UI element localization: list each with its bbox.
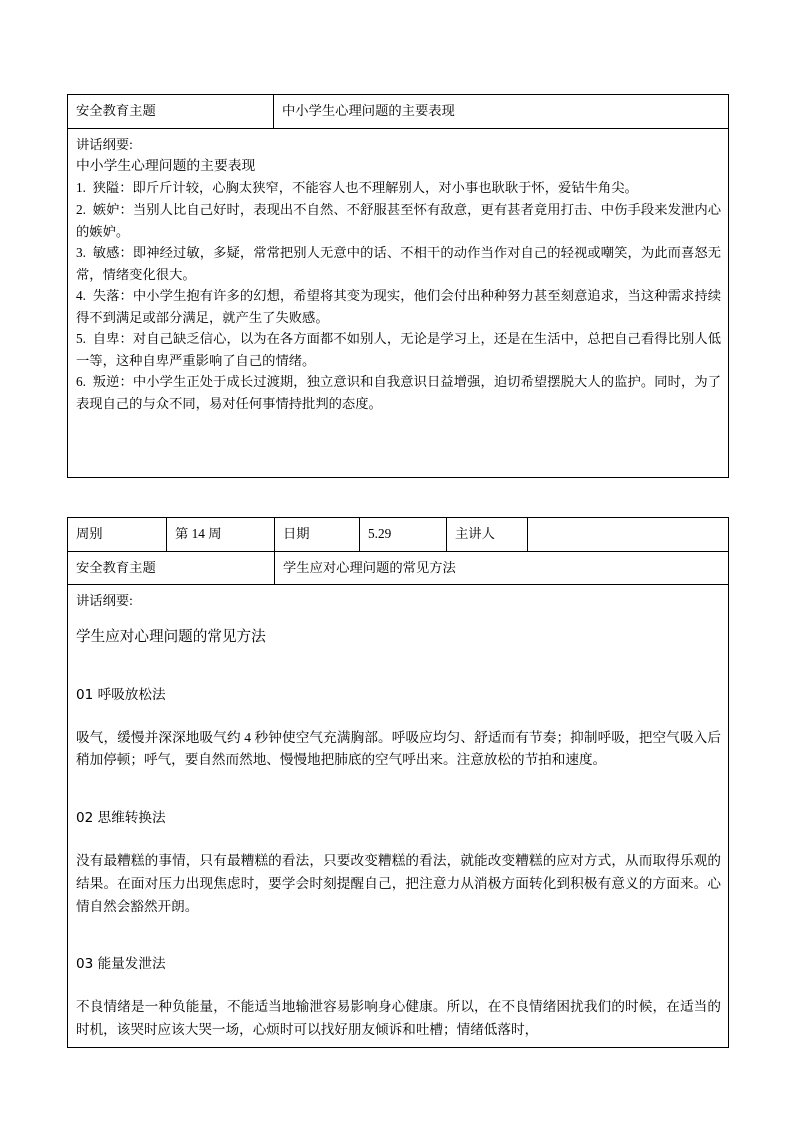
table-row: [68, 585, 729, 1048]
list-item: [76, 242, 721, 285]
list-item-text: 失落：中小学生抱有许多的幻想，希望将其变为现实，他们会付出种种努力甚至刻意追求，当这种需求持续得不到满足或部分满足，就产生了失败感。: [76, 288, 721, 325]
symptom-list: [76, 177, 721, 414]
list-item-number: 2.: [76, 202, 86, 218]
section-body-02: 没有最糟糕的事情，只有最糟糕的看法，只要改变糟糕的看法，就能改变糟糕的应对方式，从而取得乐观的结果。在面对压力出现焦虑时，要学会时刻提醒自己，把注意力从消极方面转化到积极有意义的方面来。心情自然会豁然开朗。: [76, 852, 721, 914]
list-item-number: 6.: [76, 374, 86, 390]
outline-cell-one: [68, 128, 729, 478]
topic-label-cell-two: 安全教育主题: [68, 551, 275, 585]
section-heading-03: 03 能量发泄法: [76, 956, 166, 973]
date-value-cell: 5.29: [360, 518, 447, 552]
table-row: [68, 518, 729, 552]
list-item: [76, 371, 721, 414]
list-item: [76, 199, 721, 242]
topic-value-cell-two: 学生应对心理问题的常见方法: [275, 551, 729, 585]
list-item-text: 敏感：即神经过敏，多疑，常常把别人无意中的话、不相干的动作当作对自己的轻视或嘲笑，为此而喜怒无常，情绪变化很大。: [76, 245, 721, 282]
topic-label-cell-one: 安全教育主题: [68, 95, 274, 129]
section-body-03: 不良情绪是一种负能量，不能适当地输泄容易影响身心健康。所以，在不良情绪困扰我们的时候，在适当的时机，该哭时应该大哭一场，心烦时可以找好朋友倾诉和吐槽；情绪低落时，: [76, 999, 721, 1038]
date-label-cell: 日期: [275, 518, 360, 552]
outline-heading-one: 中小学生心理问题的主要表现: [76, 158, 256, 174]
list-item-text: 狭隘：即斤斤计较，心胸太狭窄，不能容人也不理解别人，对小事也耿耿于怀，爱钻牛角尖。: [92, 180, 638, 196]
list-item-text: 自卑：对自己缺乏信心，以为在各方面都不如别人，无论是学习上，还是在生活中，总把自己看得比别人低一等，这种自卑严重影响了自己的情绪。: [76, 331, 721, 368]
list-item-number: 3.: [76, 245, 86, 261]
list-item: [76, 177, 721, 199]
list-item-number: 4.: [76, 288, 86, 304]
list-item-number: 5.: [76, 331, 86, 347]
section-heading-01: 01 呼吸放松法: [76, 686, 166, 703]
week-value-cell: 第 14 周: [167, 518, 275, 552]
list-item: [76, 328, 721, 371]
topic-value-cell-one: 中小学生心理问题的主要表现: [274, 95, 729, 129]
outline-label-two: 讲话纲要:: [76, 593, 133, 609]
list-item: [76, 285, 721, 328]
cell-filler: [76, 414, 721, 472]
outline-label-one: 讲话纲要:: [76, 136, 133, 152]
outline-cell-two: [68, 585, 729, 1048]
section-body-01: 吸气，缓慢并深深地吸气约 4 秒钟使空气充满胸部。呼吸应均匀、舒适而有节奏；抑制呼吸，把空气吸入后稍加停顿；呼气，要自然而然地、慢慢地把肺底的空气呼出来。注意放松的节拍和速度。: [76, 729, 721, 768]
speaker-value-cell: [528, 518, 729, 552]
speaker-label-cell: 主讲人: [447, 518, 528, 552]
table-row: [68, 551, 729, 585]
outline-heading-two: 学生应对心理问题的常见方法: [76, 628, 266, 646]
safety-education-table-one: [67, 94, 729, 478]
week-label-cell: 周别: [68, 518, 167, 552]
table-row: [68, 95, 729, 129]
list-item-text: 叛逆：中小学生正处于成长过渡期，独立意识和自我意识日益增强，迫切希望摆脱大人的监护。同时，为了表现自己的与众不同，易对任何事情持批判的态度。: [76, 374, 721, 411]
list-item-number: 1.: [76, 180, 86, 196]
table-row: [68, 128, 729, 478]
list-item-text: 嫉妒：当别人比自己好时，表现出不自然、不舒服甚至怀有敌意，更有甚者竟用打击、中伤手段来发泄内心的嫉妒。: [76, 202, 721, 239]
safety-education-table-two: [67, 517, 729, 1048]
section-heading-02: 02 思维转换法: [76, 810, 166, 827]
